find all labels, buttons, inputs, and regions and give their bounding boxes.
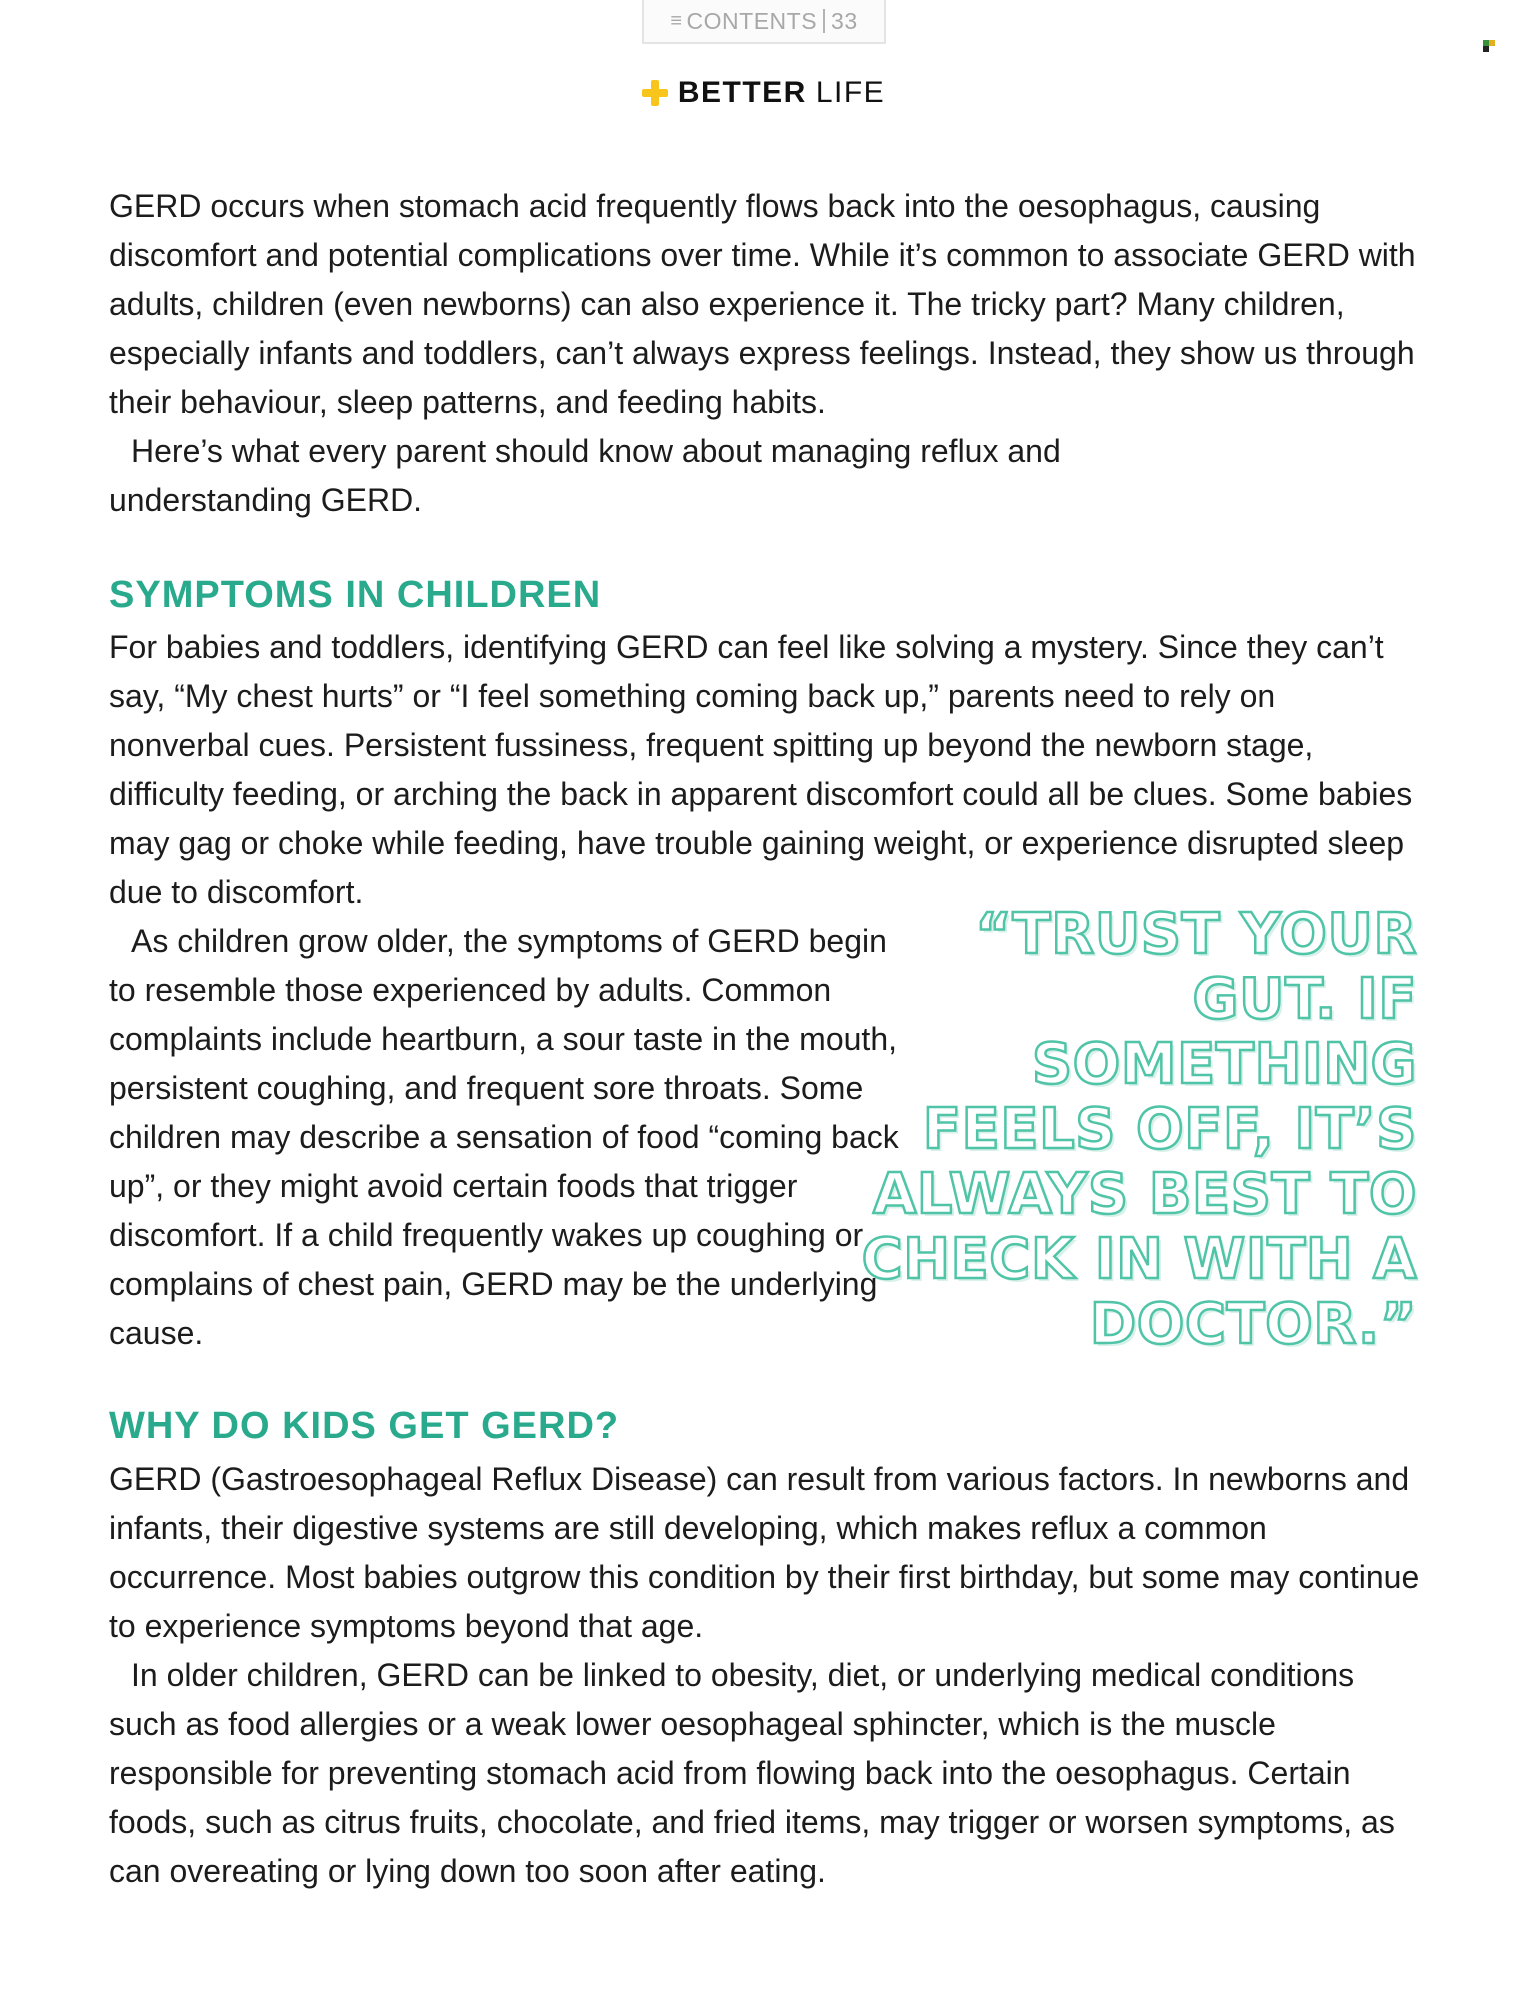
causes-heading: WHY DO KIDS GET GERD? <box>109 1405 620 1447</box>
symptoms-heading: SYMPTOMS IN CHILDREN <box>109 574 602 616</box>
symptoms-paragraph-2: As children grow older, the symptoms of GERD begin to resemble those experienced by adults. Common complaints include heartburn, a sour taste in the mouth, persistent coughing, and frequent sore throats. Some children may describe a sensation of food “coming back up”, or they might avoid certain foods that trigger discomfort. If a child frequently wakes up coughing or complains of chest pain, GERD may be the underlying cause. <box>109 923 899 1351</box>
plus-icon <box>642 80 668 106</box>
symptoms-paragraph-1: For babies and toddlers, identifying GERD can feel like solving a mystery. Since they can’t say, “My chest hurts” or “I feel something coming back up,” parents need to rely on nonverbal cues. Persistent fussiness, frequent spitting up beyond the newborn stage, difficulty feeding, or arching the back in apparent discomfort could all be clues. Some babies may gag or choke while feeding, have trouble gaining weight, or experience disrupted sleep due to discomfort. <box>109 629 1413 910</box>
intro-paragraph-2: Here’s what every parent should know about managing reflux and understanding GERD. <box>109 433 1061 518</box>
section-title-light: LIFE <box>815 76 886 109</box>
menu-icon: ≡ <box>670 9 683 32</box>
corner-mark-icon <box>1483 40 1495 52</box>
causes-paragraph-1: GERD (Gastroesophageal Reflux Disease) can result from various factors. In newborns and infants, their digestive systems are still developing, which makes reflux a common occurrence. Most babies outgrow this condition by their first birthday, but some may continue to experience symptoms beyond that age. <box>109 1461 1420 1644</box>
section-title-bold: BETTER <box>677 76 807 109</box>
intro-paragraph-1: GERD occurs when stomach acid frequently flows back into the oesophagus, causing discomfort and potential complications over time. While it’s common to associate GERD with adults, children (even newborns) can also experience it. The tricky part? Many children, especially infants and toddlers, can’t always express feelings. Instead, they show us through their behaviour, sleep patterns, and feeding habits. <box>109 188 1416 420</box>
causes-text <box>109 1455 1424 1896</box>
tab-divider <box>823 9 825 33</box>
symptoms-text-narrow <box>109 917 899 1358</box>
intro-text <box>109 182 1429 525</box>
causes-paragraph-2: In older children, GERD can be linked to obesity, diet, or underlying medical conditions such as food allergies or a weak lower oesophageal sphincter, which is the muscle responsible for preventing stomach acid from flowing back into the oesophagus. Certain foods, such as citrus fruits, chocolate, and fried items, may trigger or worsen symptoms, as can overeating or lying down too soon after eating. <box>109 1657 1395 1889</box>
contents-label: CONTENTS <box>686 7 818 34</box>
section-header <box>0 76 1527 110</box>
pull-quote: “TRUST YOUR GUT. IF SOMETHING FEELS OFF, IT’S ALWAYS BEST TO CHECK IN WITH A DOCTOR.” <box>861 902 1417 1357</box>
page-number: 33 <box>831 7 858 34</box>
symptoms-text-wide <box>109 623 1419 917</box>
contents-button[interactable] <box>642 0 886 44</box>
